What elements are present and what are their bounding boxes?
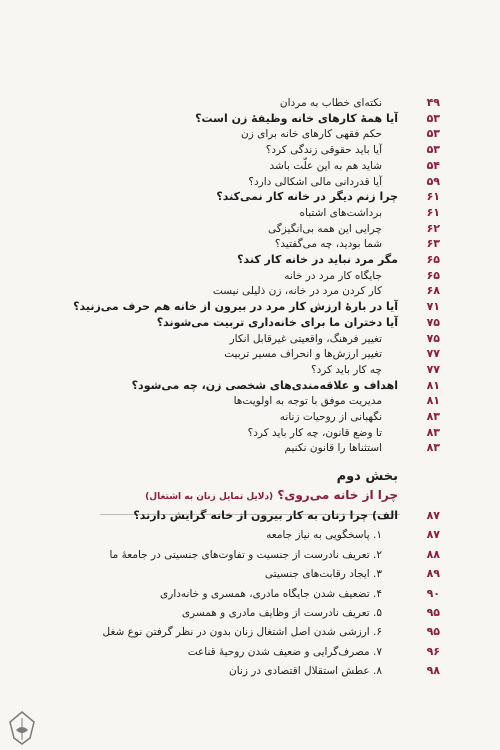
toc-entry-title: آیا دختران ما برای خانه‌داری تربیت می‌شوند؟ bbox=[156, 315, 398, 329]
toc-entry bbox=[0, 111, 500, 127]
toc-entry bbox=[0, 174, 500, 190]
toc-entry bbox=[0, 158, 500, 174]
toc-entry bbox=[0, 268, 500, 284]
toc-entry-title: کار کردن مرد در خانه، زن ذلیلی نیست bbox=[212, 285, 382, 298]
toc-page-number: ۹۵ bbox=[426, 606, 440, 619]
toc-page-number: ۶۳ bbox=[426, 237, 440, 251]
toc-entry-title: شاید هم به این علّت باشد bbox=[269, 159, 382, 172]
toc-page-number: ۶۸ bbox=[426, 284, 440, 298]
toc-entry-title: چرایی این همه بی‌انگیزگی bbox=[268, 222, 382, 235]
toc-entry-title: چرا زنم دیگر در خانه کار نمی‌کند؟ bbox=[216, 190, 398, 204]
toc-entry-title: مدیریت موفق با توجه به اولویت‌ها bbox=[233, 395, 382, 408]
toc-entry-title: شما بودید، چه می‌گفتید؟ bbox=[274, 238, 382, 251]
toc-page-number: ۷۱ bbox=[426, 300, 440, 314]
toc-page-number: ۹۶ bbox=[426, 644, 440, 658]
toc-page-number: ۵۹ bbox=[426, 174, 440, 188]
toc-entry bbox=[0, 663, 500, 679]
toc-page-number: ۸۹ bbox=[426, 567, 440, 581]
toc-page-number: ۴۹ bbox=[426, 96, 440, 109]
toc-entry bbox=[0, 547, 500, 563]
toc-entry-title: نگهبانی از روحیات زنانه bbox=[279, 411, 382, 423]
toc-page-number: ۸۳ bbox=[426, 410, 440, 423]
toc-entry-title: تغییر ارزش‌ها و انحراف مسیر تربیت bbox=[224, 348, 382, 361]
toc-page-number: ۷۵ bbox=[426, 315, 440, 329]
section-title-main: چرا از خانه می‌روی؟ bbox=[277, 488, 398, 502]
toc-page-number: ۷۷ bbox=[426, 347, 440, 361]
toc-page-number: ۶۱ bbox=[426, 190, 440, 204]
toc-entry bbox=[0, 189, 500, 205]
toc-page-number: ۵۳ bbox=[426, 111, 440, 125]
toc-entry bbox=[0, 315, 500, 331]
toc-page-number: ۶۱ bbox=[426, 205, 440, 219]
toc-entry-title: تا وضع قانون، چه کار باید کرد؟ bbox=[247, 426, 382, 439]
toc-page-number: ۶۲ bbox=[426, 221, 440, 235]
toc-page-number: ۵۳ bbox=[426, 143, 440, 157]
toc-page-number: ۹۵ bbox=[426, 625, 440, 639]
toc-page-number: ۸۱ bbox=[426, 378, 440, 392]
toc-entry bbox=[0, 205, 500, 221]
toc-entry-title: چه کار باید کرد؟ bbox=[311, 363, 382, 376]
toc-entry-title: مگر مرد نباید در خانه کار کند؟ bbox=[237, 253, 398, 266]
toc-entry bbox=[0, 644, 500, 660]
toc-entry bbox=[0, 586, 500, 602]
toc-page-number: ۵۴ bbox=[426, 158, 440, 172]
toc-page-number: ۸۷ bbox=[426, 509, 440, 522]
toc-entry bbox=[0, 346, 500, 362]
section-two-heading bbox=[98, 468, 398, 506]
toc-entry bbox=[0, 624, 500, 640]
toc-entry-title: تغییر فرهنگ، واقعیتی غیرقابل انکار bbox=[229, 332, 382, 345]
toc-page-number: ۸۸ bbox=[426, 547, 440, 561]
toc-entry-title: آیا باید حقوقی زندگی کرد؟ bbox=[265, 144, 382, 157]
toc-entry-title: ۳. ایجاد رقابت‌های جنسیتی bbox=[264, 568, 382, 581]
toc-entry bbox=[0, 527, 500, 543]
toc-page-number: ۷۵ bbox=[426, 331, 440, 345]
toc-entry bbox=[0, 221, 500, 237]
toc-entry bbox=[0, 299, 500, 315]
toc-page-number: ۸۷ bbox=[426, 528, 440, 542]
toc-entry bbox=[0, 252, 500, 268]
toc-entry bbox=[0, 425, 500, 441]
toc-entry bbox=[0, 331, 500, 347]
toc-entry bbox=[0, 283, 500, 299]
toc-entry bbox=[0, 378, 500, 394]
toc-entry bbox=[0, 95, 500, 111]
toc-entry bbox=[0, 126, 500, 142]
toc-entry bbox=[0, 142, 500, 158]
toc-entry bbox=[0, 440, 500, 456]
toc-entry bbox=[0, 393, 500, 409]
toc-entry bbox=[0, 409, 500, 425]
toc-entry-title: ۴. تضعیف شدن جایگاه مادری، همسری و خانه‌داری bbox=[160, 587, 382, 600]
publisher-logo-icon bbox=[4, 708, 40, 748]
toc-entry-title: نکته‌ای خطاب به مردان bbox=[279, 97, 382, 109]
toc-page-number: ۶۵ bbox=[426, 268, 440, 282]
toc-page-number: ۹۸ bbox=[426, 664, 440, 678]
toc-entry-title: ۱. پاسخگویی به نیاز جامعه bbox=[266, 529, 382, 542]
toc-entry-title: اهداف و علاقه‌مندی‌های شخصی زن، چه می‌شود؟ bbox=[131, 378, 398, 392]
toc-page-number: ۷۷ bbox=[426, 362, 440, 376]
toc-entry bbox=[0, 605, 500, 621]
toc-entry-title: ۶. ارزشی شدن اصل اشتغال زنان بدون در نظر گرفتن نوع شغل bbox=[102, 626, 382, 639]
toc-page-number: ۵۳ bbox=[426, 127, 440, 141]
toc-entry-title: حکم فقهی کارهای خانه برای زن bbox=[241, 128, 382, 141]
toc-entry-title: ۲. تعریف نادرست از جنسیت و تفاوت‌های جنسیتی در جامعهٔ ما bbox=[109, 548, 382, 561]
toc-entry-title: ۷. مصرف‌گرایی و ضعیف شدن روحیهٔ قناعت bbox=[187, 645, 382, 658]
toc-entry-title: آیا قدردانی مالی اشکالی دارد؟ bbox=[248, 175, 382, 188]
section-label: بخش دوم bbox=[336, 469, 398, 484]
toc-entry bbox=[0, 236, 500, 252]
toc-entry bbox=[0, 508, 500, 524]
toc-entry-title: ۵. تعریف نادرست از وظایف مادری و همسری bbox=[181, 607, 382, 619]
section-title bbox=[98, 486, 398, 506]
toc-page-number: ۹۰ bbox=[426, 586, 440, 600]
toc-entry bbox=[0, 566, 500, 582]
toc-page-number: ۸۱ bbox=[426, 394, 440, 408]
toc-page-number: ۸۳ bbox=[426, 425, 440, 439]
toc-entry bbox=[0, 362, 500, 378]
toc-entry-title: الف) چرا زنان به کار بیرون از خانه گرایش دارند؟ bbox=[133, 509, 398, 522]
toc-page-number: ۶۵ bbox=[426, 253, 440, 266]
toc-entry-title: آیا در بارهٔ ارزش کار مرد در بیرون از خانه هم حرف می‌زنید؟ bbox=[73, 300, 398, 314]
toc-entry-title: ۸. عطش استقلال اقتصادی در زنان bbox=[229, 665, 382, 678]
toc-entry-title: جایگاه کار مرد در خانه bbox=[284, 269, 382, 282]
toc-entry-title: استثناها را قانون نکنیم bbox=[284, 442, 382, 455]
section-subtitle: (دلایل تمایل زنان به اشتغال) bbox=[145, 492, 274, 502]
toc-page-number: ۸۳ bbox=[426, 441, 440, 455]
toc-entry-title: برداشت‌های اشتباه bbox=[299, 206, 382, 219]
toc-entry-title: آیا همهٔ کارهای خانه وظیفهٔ زن است؟ bbox=[195, 111, 398, 125]
